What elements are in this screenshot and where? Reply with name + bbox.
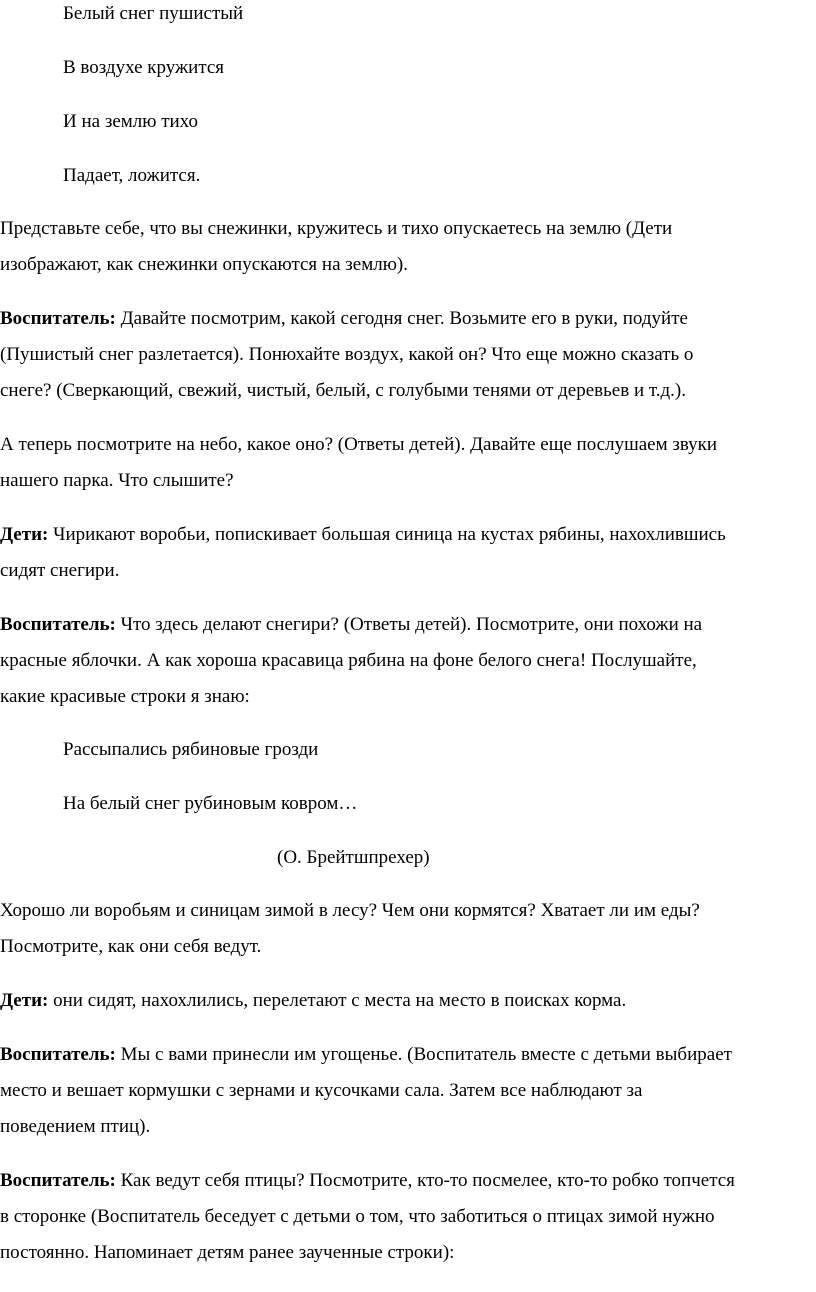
speaker-label: Воспитатель: bbox=[0, 308, 116, 329]
paragraph-line: нашего парка. Что слышите? bbox=[0, 470, 234, 491]
speaker-label: Воспитатель: bbox=[0, 1044, 116, 1065]
paragraph-line bbox=[0, 989, 816, 1013]
paragraph-line: (Пушистый снег разлетается). Понюхайте воздух, какой он? Что еще можно сказать о bbox=[0, 344, 694, 365]
paragraph-line bbox=[0, 613, 816, 637]
poem-line: Падает, ложится. bbox=[63, 165, 201, 186]
paragraph-line bbox=[0, 523, 816, 547]
paragraph-line: в сторонке (Воспитатель беседует с детьми о том, что заботиться о птицах зимой нужно bbox=[0, 1206, 715, 1227]
poem-line: Белый снег пушистый bbox=[63, 3, 244, 24]
paragraph-line: поведением птиц). bbox=[0, 1116, 151, 1137]
poem-line: И на землю тихо bbox=[63, 111, 198, 132]
paragraph-text: Как ведут себя птицы? Посмотрите, кто-то посмелее, кто-то робко топчется bbox=[115, 1170, 735, 1191]
poem-line: На белый снег рубиновым ковром… bbox=[63, 793, 358, 814]
speaker-label: Дети: bbox=[0, 990, 49, 1011]
paragraph-line: Представьте себе, что вы снежинки, кружитесь и тихо опускаетесь на землю (Дети bbox=[0, 218, 673, 239]
paragraph-line: какие красивые строки я знаю: bbox=[0, 686, 250, 707]
paragraph-line: место и вешает кормушки с зернами и кусочками сала. Затем все наблюдают за bbox=[0, 1080, 643, 1101]
paragraph-text: Мы с вами принесли им угощенье. (Воспитатель вместе с детьми выбирает bbox=[115, 1044, 732, 1065]
speaker-label: Дети: bbox=[0, 524, 49, 545]
paragraph-line bbox=[0, 1169, 816, 1193]
paragraph-line: постоянно. Напоминает детям ранее заученные строки): bbox=[0, 1242, 455, 1263]
paragraph-text: они сидят, нахохлились, перелетают с места на место в поисках корма. bbox=[48, 990, 627, 1011]
paragraph-line: изображают, как снежинки опускаются на землю). bbox=[0, 254, 408, 275]
paragraph-line: Посмотрите, как они себя ведут. bbox=[0, 936, 262, 957]
paragraph-line bbox=[0, 1043, 816, 1067]
paragraph-line bbox=[0, 307, 816, 331]
poem-line: В воздухе кружится bbox=[63, 57, 225, 78]
paragraph-text: Что здесь делают снегири? (Ответы детей). Посмотрите, они похожи на bbox=[115, 614, 703, 635]
paragraph-text: Давайте посмотрим, какой сегодня снег. Возьмите его в руки, подуйте bbox=[115, 308, 688, 329]
paragraph-line: сидят снегири. bbox=[0, 560, 120, 581]
paragraph-line: снеге? (Сверкающий, свежий, чистый, белый, с голубыми тенями от деревьев и т.д.). bbox=[0, 380, 686, 401]
speaker-label: Воспитатель: bbox=[0, 1170, 116, 1191]
poem-author: (О. Брейтшпрехер) bbox=[277, 847, 430, 868]
paragraph-line: красные яблочки. А как хороша красавица рябина на фоне белого снега! Послушайте, bbox=[0, 650, 697, 671]
paragraph-line: А теперь посмотрите на небо, какое оно? (Ответы детей). Давайте еще послушаем звуки bbox=[0, 434, 718, 455]
paragraph-line: Хорошо ли воробьям и синицам зимой в лесу? Чем они кормятся? Хватает ли им еды? bbox=[0, 900, 700, 921]
speaker-label: Воспитатель: bbox=[0, 614, 116, 635]
paragraph-text: Чирикают воробьи, попискивает большая синица на кустах рябины, нахохлившись bbox=[48, 524, 726, 545]
poem-line: Рассыпались рябиновые грозди bbox=[63, 739, 319, 760]
